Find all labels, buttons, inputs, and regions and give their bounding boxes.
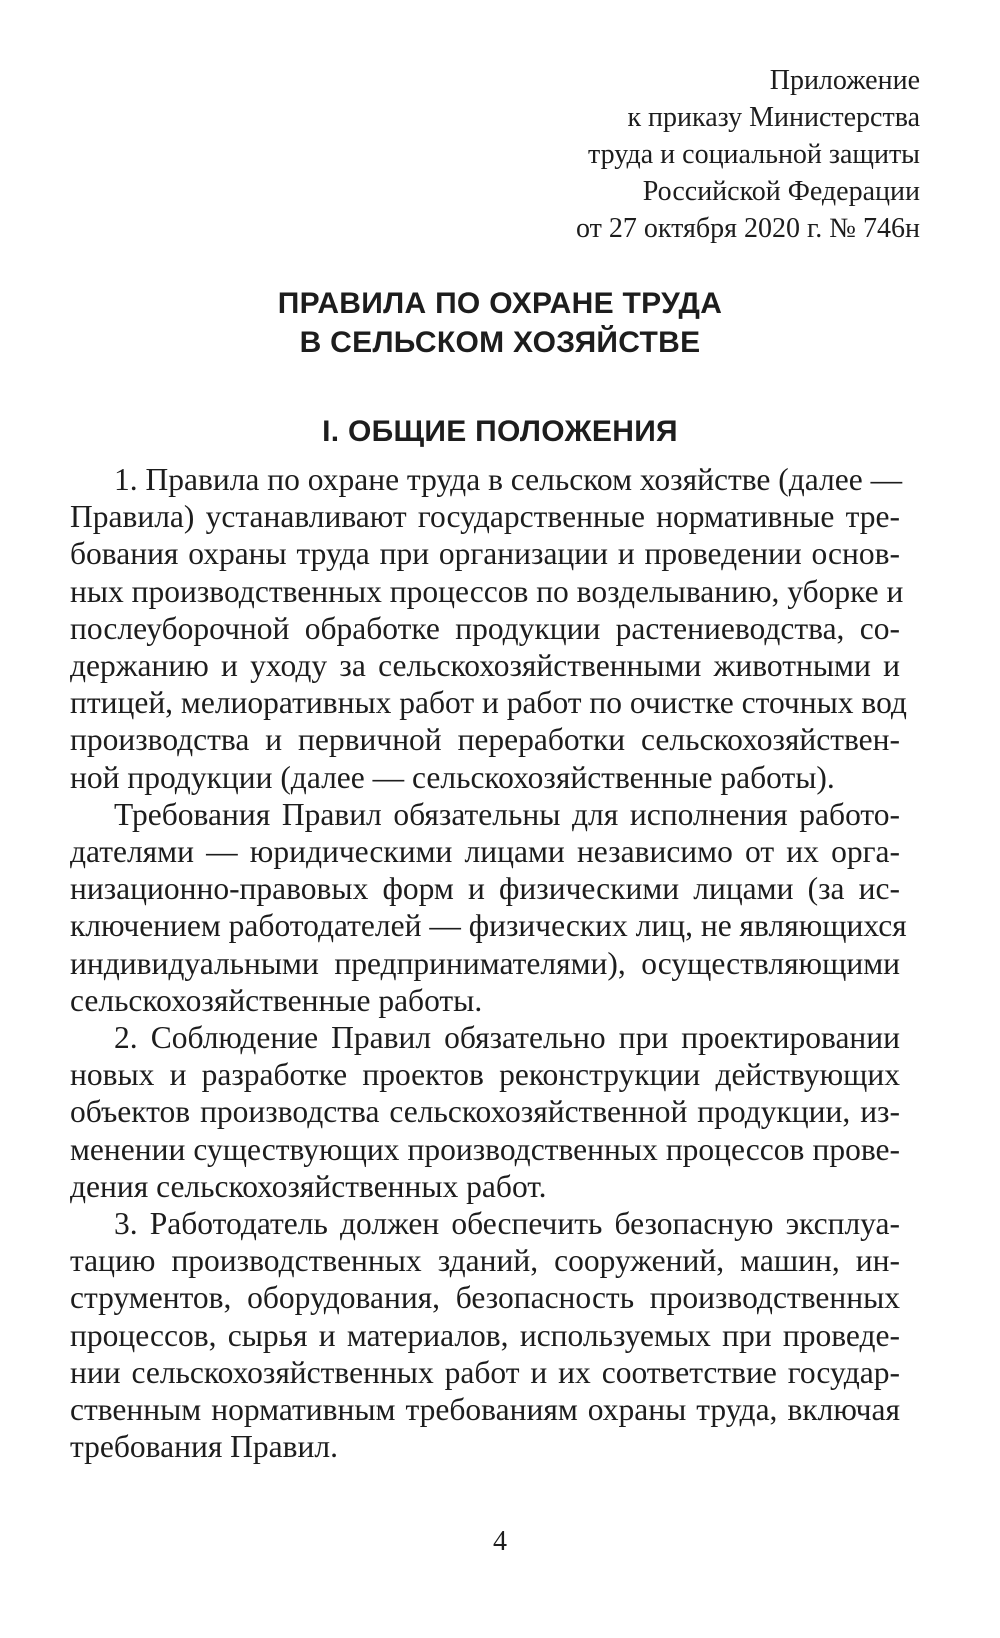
paragraph-4 [70,1205,900,1465]
paragraph-1 [70,461,907,796]
text-line: послеуборочной обработке продукции растениеводства, со- [70,610,900,646]
text-line: струментов, оборудования, безопасность производственных [70,1280,900,1316]
appendix-line: Российской Федерации [642,176,920,207]
text-line: дателями — юридическими лицами независимо от их орга- [70,834,900,870]
appendix-note [576,62,920,247]
text-line: ственным нормативным требованиям охраны труда, включая [70,1392,900,1428]
text-line: тацию производственных зданий, сооружений, машин, ин- [70,1243,900,1279]
document-title [0,284,1000,362]
text-line: нии сельскохозяйственных работ и их соответствие государ- [70,1354,900,1390]
body-text [70,461,907,1465]
section-heading: I. ОБЩИЕ ПОЛОЖЕНИЯ [322,415,678,448]
text-line: процессов, сырья и материалов, используемых при проведе- [70,1317,900,1353]
appendix-line: труда и социальной защиты [588,139,920,170]
appendix-line: Приложение [769,65,920,96]
text-line: индивидуальными предпринимателями), осуществляющими [70,945,900,981]
text-line: дения сельскохозяйственных работ. [70,1168,547,1204]
text-line: 3. Работодатель должен обеспечить безопасную эксплуа- [114,1206,900,1242]
text-line: 1. Правила по охране труда в сельском хозяйстве (далее — [114,462,903,497]
document-title-line: В СЕЛЬСКОМ ХОЗЯЙСТВЕ [299,326,701,359]
text-line: птицей, мелиоративных работ и работ по очистке сточных вод [70,685,907,721]
text-line: ной продукции (далее — сельскохозяйственные работы). [70,759,835,795]
paragraph-2 [70,796,907,1019]
text-line: Требования Правил обязательны для исполнения работо- [114,796,900,832]
text-line: производства и первичной переработки сельскохозяйствен- [70,722,900,758]
text-line: требования Правил. [70,1429,338,1465]
document-title-line: ПРАВИЛА ПО ОХРАНЕ ТРУДА [277,287,723,320]
text-line: 2. Соблюдение Правил обязательно при проектировании [114,1020,900,1056]
text-line: ключением работодателей — физических лиц, не являющихся [70,908,907,944]
text-line: держанию и уходу за сельскохозяйственными животными и [70,648,900,684]
text-line: бования охраны труда при организации и проведении основ- [70,536,900,572]
page-number: 4 [493,1526,507,1557]
text-line: Правила) устанавливают государственные нормативные тре- [70,499,900,535]
paragraph-3 [70,1019,900,1205]
appendix-line: к приказу Министерства [627,102,920,133]
text-line: сельскохозяйственные работы. [70,982,483,1018]
appendix-line: от 27 октября 2020 г. № 746н [576,213,920,244]
text-line: ных производственных процессов по возделыванию, уборке и [70,573,904,609]
text-line: низационно-правовых форм и физическими лицами (за ис- [70,871,900,907]
text-line: менении существующих производственных процессов прове- [70,1131,900,1167]
text-line: объектов производства сельскохозяйственной продукции, из- [70,1094,900,1130]
text-line: новых и разработке проектов реконструкции действующих [70,1057,900,1093]
